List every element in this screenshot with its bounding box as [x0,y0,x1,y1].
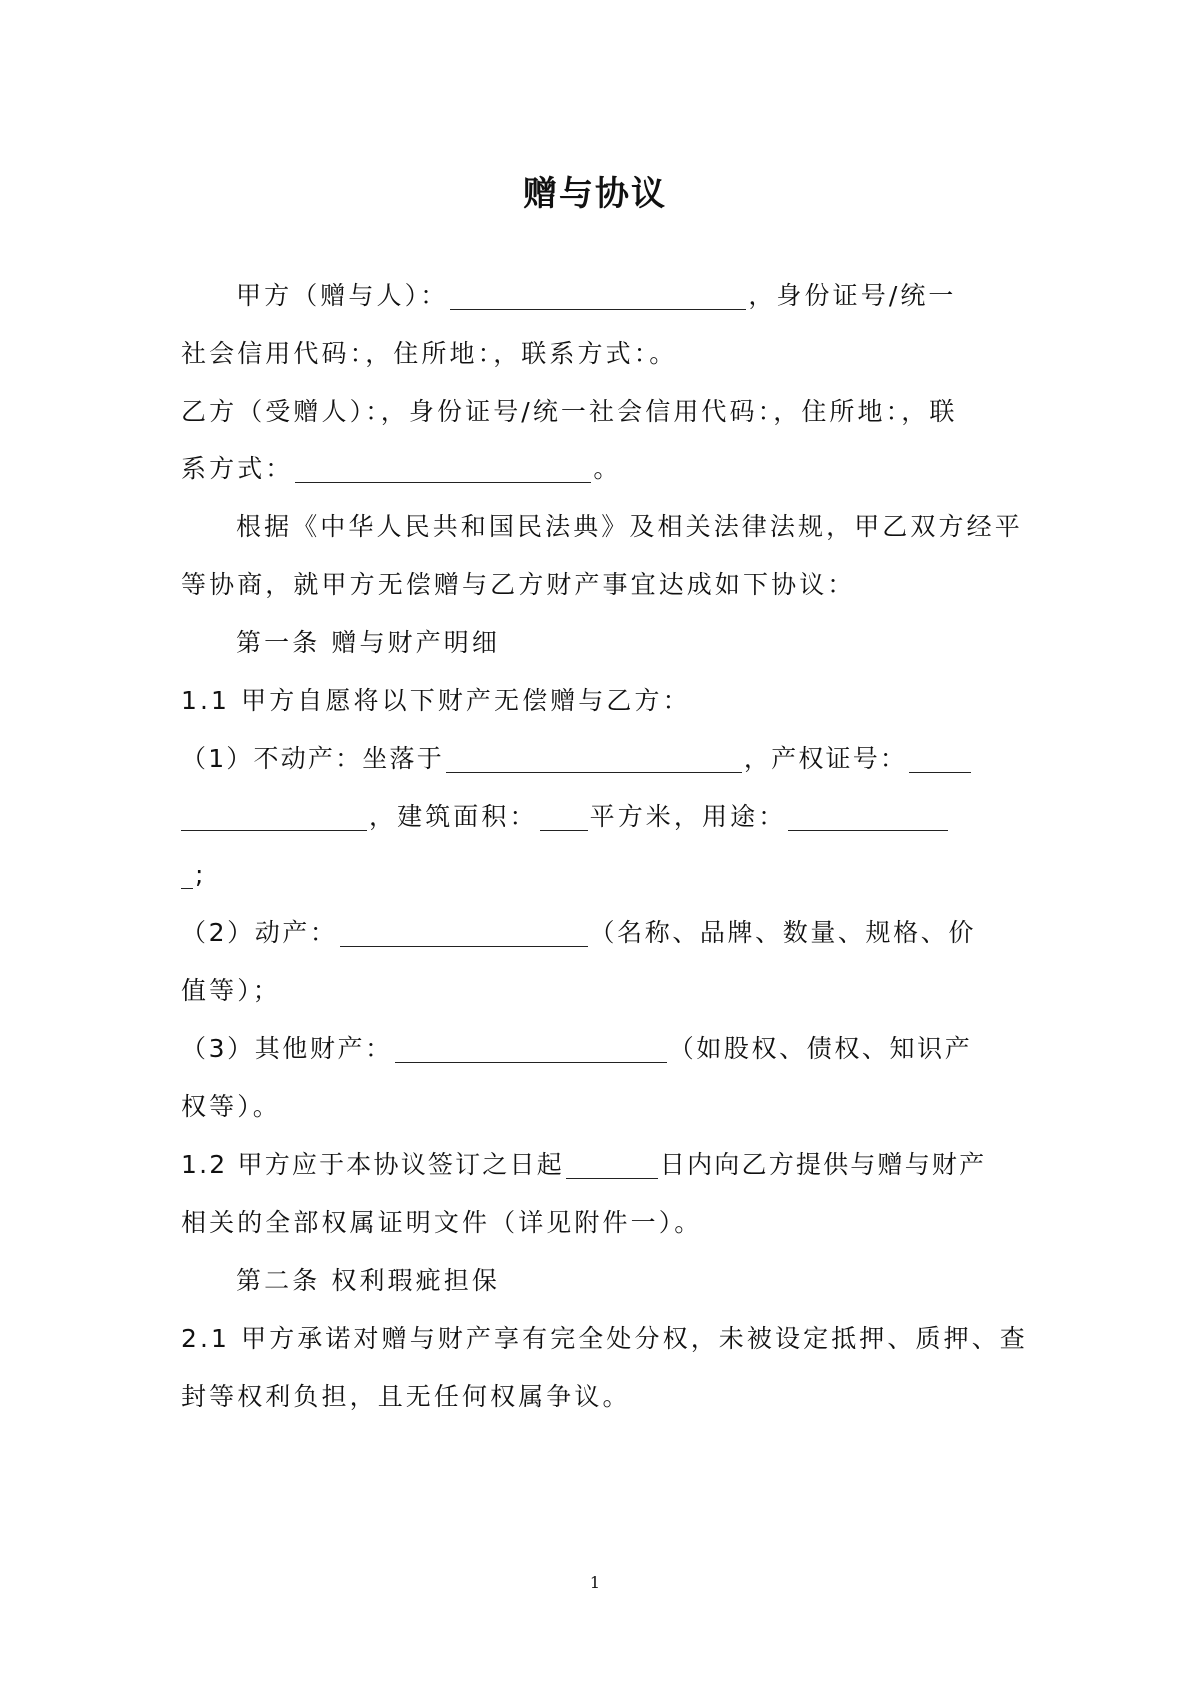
clause-1-2-continuation: 相关的全部权属证明文件（详见附件一）。 [181,1208,703,1237]
item-3-blank [395,1036,667,1063]
page-number: 1 [589,1573,601,1592]
item-1-cert-blank [909,746,971,773]
party-b-contact-blank [295,456,591,483]
item-2-blank [340,920,588,947]
clause-1-2-end: 日内向乙方提供与赠与财产 [659,1150,987,1179]
item-1-unit-label: 平方米，用途： [589,802,787,831]
preamble-line-1: 根据《中华人民共和国民法典》及相关法律法规，甲乙双方经平 [236,512,1023,541]
party-b-contact-line [181,453,622,487]
party-a-id-label: ，身份证号/统一 [748,281,957,310]
item-2-line [181,917,976,951]
item-3-label: （3）其他财产： [181,1034,393,1063]
item-2-label: （2）动产： [181,918,338,947]
clause-1-1: 1.1 甲方自愿将以下财产无偿赠与乙方： [181,686,691,715]
party-a-name-blank [450,283,746,310]
item-1-line-3 [181,859,207,893]
item-1-line-2 [181,801,950,835]
party-a-line [236,280,957,314]
item-3-line [181,1033,972,1067]
clause-1-2-days-blank [566,1152,658,1179]
item-1-usage-blank-cont [181,862,193,889]
party-b-contact-label: 系方式： [181,454,294,483]
preamble-line-2: 等协商，就甲方无偿赠与乙方财产事宜达成如下协议： [181,570,856,599]
article-2-heading: 第二条 权利瑕疵担保 [236,1266,500,1295]
item-3-desc: （如股权、债权、知识产 [668,1034,973,1063]
item-1-area-blank [540,804,588,831]
item-1-cert-blank-cont [181,804,367,831]
item-1-location-blank [446,746,742,773]
clause-2-1-line-2: 封等权利负担，且无任何权属争议。 [181,1382,631,1411]
item-1-end: ; [195,860,207,889]
clause-1-2-start: 1.2 甲方应于本协议签订之日起 [181,1150,564,1179]
item-1-line [181,743,973,777]
party-a-continuation: 社会信用代码：，住所地：，联系方式：。 [181,339,678,368]
clause-1-2-line [181,1149,986,1183]
item-1-usage-blank [788,804,948,831]
party-a-label: 甲方（赠与人）： [236,281,449,310]
article-1-heading: 第一条 赠与财产明细 [236,628,500,657]
document-title: 赠与协议 [523,174,667,214]
item-2-desc: （名称、品牌、数量、规格、价 [589,918,976,947]
clause-2-1-line-1: 2.1 甲方承诺对赠与财产享有完全处分权，未被设定抵押、质押、查 [181,1324,1028,1353]
party-b-contact-end: 。 [593,454,622,483]
item-3-continuation: 权等）。 [181,1092,281,1121]
item-1-cert-label: ，产权证号： [743,744,908,773]
item-2-continuation: 值等）； [181,976,281,1005]
item-1-label: （1）不动产：坐落于 [181,744,444,773]
party-b-line: 乙方（受赠人）：，身份证号/统一社会信用代码：，住所地：，联 [181,397,958,426]
item-1-area-label: ，建筑面积： [369,802,538,831]
